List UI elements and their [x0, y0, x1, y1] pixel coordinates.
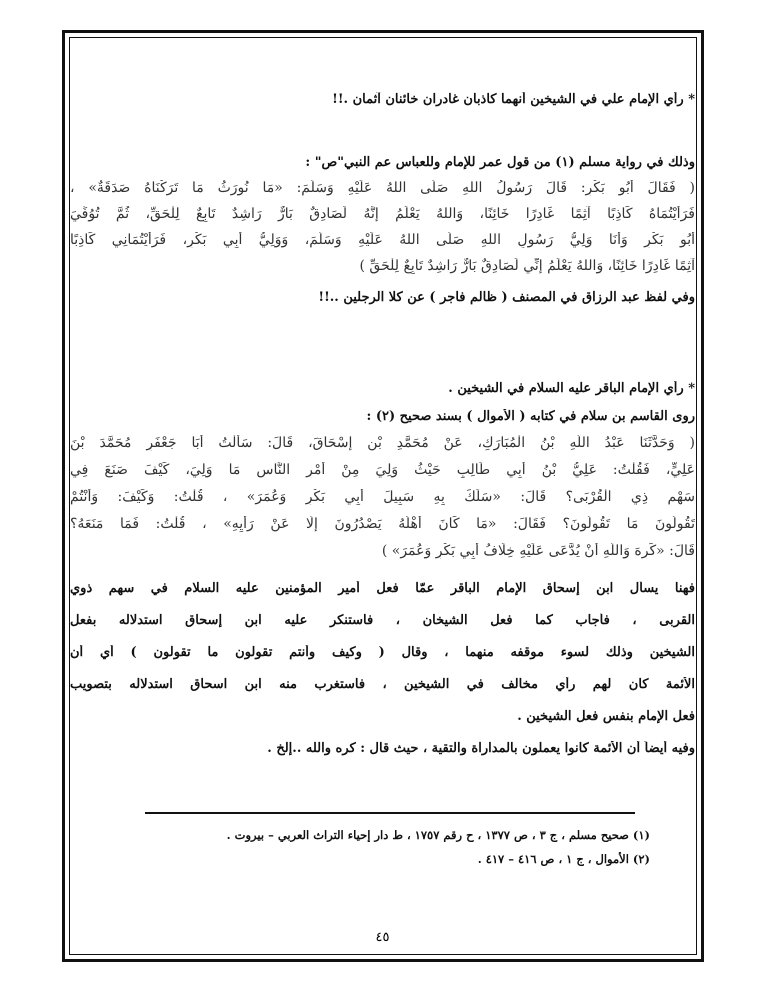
footnote-2: (٢) الأموال ، ج ١ ، ص ٤١٦ – ٤١٧ . [477, 852, 650, 866]
hadith-line-3: أَبُو بَكْرٍ وَأَنَا وَلِيُّ رَسُولِ اللهِ صَلَّى اللهُ عَلَيْهِ وَسَلَّمَ، وَوَلِيُّ أَبِي بَكْرٍ، فَرَأَيْتُمَانِي كَاذِبًا [70, 232, 695, 248]
hadith-line-1: ( فَقَالَ أَبُو بَكْرٍ: قَالَ رَسُولُ اللهِ صَلَّى اللهُ عَلَيْهِ وَسَلَّمَ: «مَا نُورَثُ مَا تَرَكْنَاهُ صَدَقَةٌ» ، [70, 180, 695, 196]
hadith-line-2: فَرَأَيْتُمَاهُ كَاذِبًا آثِمًا غَادِرًا خَائِنًا، وَاللهُ يَعْلَمُ إِنَّهُ لَصَادِقٌ بَارٌّ رَاشِدٌ تَابِعٌ لِلْحَقِّ، ثُمَّ تُوُفِّيَ [70, 206, 695, 222]
section-heading-imam-ali: * رأي الإمام علي في الشيخين أنهما كاذبان غادران خائنان آثمان .!! [332, 92, 695, 107]
footnote-1: (١) صحيح مسلم ، ج ٣ ، ص ١٣٧٧ ، ح رقم ١٧٥٧ ، ط دار إحياء التراث العربي – بيروت . [226, 828, 650, 842]
muslim-narration-intro: وذلك في رواية مسلم (١) من قول عمر للإمام وللعباس عم النبي"ص" : [305, 155, 695, 170]
page-number: ٤٥ [375, 930, 390, 945]
hadith-line-4: آثِمًا غَادِرًا خَائِنًا، وَاللهُ يَعْلَمُ إِنِّي لَصَادِقٌ بَارٌّ رَاشِدٌ تَابِعٌ لِلْحَقِّ ) [359, 258, 695, 274]
commentary-line-1: فهنا يسأل ابن إسحاق الإمام الباقر عمّا فعل أمير المؤمنين عليه السلام في سهم ذوي [70, 581, 695, 596]
qasim-narration-intro: روى القاسم بن سلام في كتابه ( الأموال ) بسند صحيح (٢) : [366, 409, 695, 424]
section-heading-imam-baqir: * رأي الإمام الباقر عليه السلام في الشيخين . [448, 381, 695, 396]
narration-line-5: قَالَ: «كَرِهَ وَاللَّهِ أَنْ يُدَّعَى عَلَيْهِ خِلَافُ أَبِي بَكْرٍ وَعُمَرَ» ) [381, 543, 695, 559]
commentary-line-4: الأئمة كان لهم رأي مخالف في الشيخين ، فاستغرب منه ابن اسحاق استدلاله بتصويب [70, 677, 695, 692]
footnotes [70, 0, 695, 990]
commentary-line-3: الشيخين وذلك لسوء موقفه منهما ، وقال ( وكيف وأنتم تقولون ما تقولون ) أي أن [70, 645, 695, 660]
commentary-line-5: فعل الإمام بنفس فعل الشيخين . [517, 709, 695, 724]
narration-line-1: ( وَحَدَّثَنَا عَبْدُ اللَّهِ بْنُ الْمُبَارَكِ، عَنْ مُحَمَّدِ بْنِ إِسْحَاقَ، قَالَ: سَأَلْتُ أَبَا جَعْفَرٍ مُحَمَّدَ بْنَ [70, 435, 695, 451]
commentary-line-2: القربى ، فأجاب كما فعل الشيخان ، فاستنكر عليه ابن إسحاق استدلاله بفعل [70, 613, 695, 628]
narration-line-2: عَلِيٍّ، فَقُلْتُ: عَلِيُّ بْنُ أَبِي طَالِبٍ حَيْثُ وَلِيَ مِنْ أَمْرِ النَّاسِ مَا وَلِيَ، كَيْفَ صَنَعَ فِي [70, 462, 695, 478]
narration-line-3: سَهْمِ ذِي الْقُرْبَى؟ قَالَ: «سَلَكَ بِهِ سَبِيلَ أَبِي بَكْرٍ وَعُمَرَ» ، قُلْتُ: وَكَيْفَ: وَأَنْتُمْ [70, 489, 695, 505]
commentary-line-6: وفيه أيضاً أن الأئمة كانوا يعملون بالمداراة والتقية ، حيث قال : كره والله ..إلخ . [267, 741, 695, 756]
narration-line-4: تَقُولُونَ مَا تَقُولُونَ؟ فَقَالَ: «مَا كَانَ أَهْلُهُ يَصْدُرُونَ إِلَّا عَنْ رَأْيِهِ» ، قُلْتُ: فَمَا مَنَعَهُ؟ [70, 516, 695, 532]
abdulrazzaq-note: وفي لفظ عبد الرزاق في المصنف ( ظالم فاجر ) عن كلا الرجلين ..!! [318, 290, 695, 305]
